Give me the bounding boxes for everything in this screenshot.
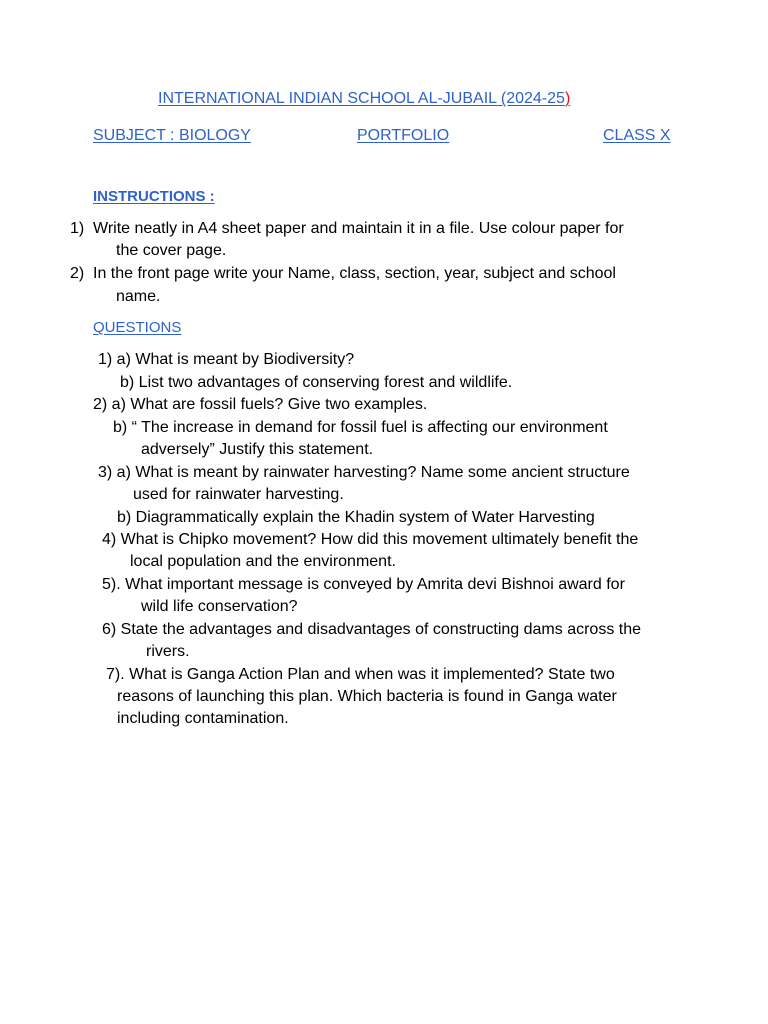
question-line: rivers. [146, 643, 190, 660]
question-line: wild life conservation? [141, 598, 298, 615]
question-line: 5). What important message is conveyed by Amrita devi Bishnoi award for [102, 576, 625, 593]
question-line: adversely” Justify this statement. [141, 441, 374, 458]
portfolio-label: PORTFOLIO [357, 127, 450, 144]
question-line: local population and the environment. [130, 553, 396, 570]
instruction-text-cont: name. [116, 288, 161, 305]
question-line: b) “ The increase in demand for fossil fuel is affecting our environment [113, 419, 608, 436]
instruction-text: Write neatly in A4 sheet paper and maintain it in a file. Use colour paper for [93, 220, 624, 237]
instruction-number: 1) [70, 220, 85, 237]
subject-label: SUBJECT : BIOLOGY [93, 127, 251, 144]
question-line: b) List two advantages of conserving forest and wildlife. [120, 374, 513, 391]
instruction-number: 2) [70, 265, 85, 282]
question-line: reasons of launching this plan. Which bacteria is found in Ganga water [117, 688, 617, 705]
school-title [158, 89, 570, 109]
school-title-paren: ) [564, 90, 571, 107]
instructions-heading: INSTRUCTIONS : [93, 188, 215, 205]
questions-heading: QUESTIONS [93, 319, 182, 336]
question-line: 3) a) What is meant by rainwater harvesting? Name some ancient structure [98, 464, 630, 481]
instruction-text-cont: the cover page. [116, 242, 227, 259]
question-line: b) Diagrammatically explain the Khadin system of Water Harvesting [117, 509, 595, 526]
question-line: including contamination. [117, 710, 289, 727]
question-line: 4) What is Chipko movement? How did this movement ultimately benefit the [102, 531, 639, 548]
instruction-text: In the front page write your Name, class, section, year, subject and school [93, 265, 616, 282]
question-line: 7). What is Ganga Action Plan and when was it implemented? State two [106, 666, 615, 683]
school-title-text: INTERNATIONAL INDIAN SCHOOL AL-JUBAIL (2024-25 [158, 90, 565, 107]
question-line: used for rainwater harvesting. [133, 486, 344, 503]
question-line: 2) a) What are fossil fuels? Give two examples. [93, 396, 428, 413]
class-label: CLASS X [603, 127, 671, 144]
question-line: 1) a) What is meant by Biodiversity? [98, 351, 355, 368]
question-line: 6) State the advantages and disadvantages of constructing dams across the [102, 621, 641, 638]
